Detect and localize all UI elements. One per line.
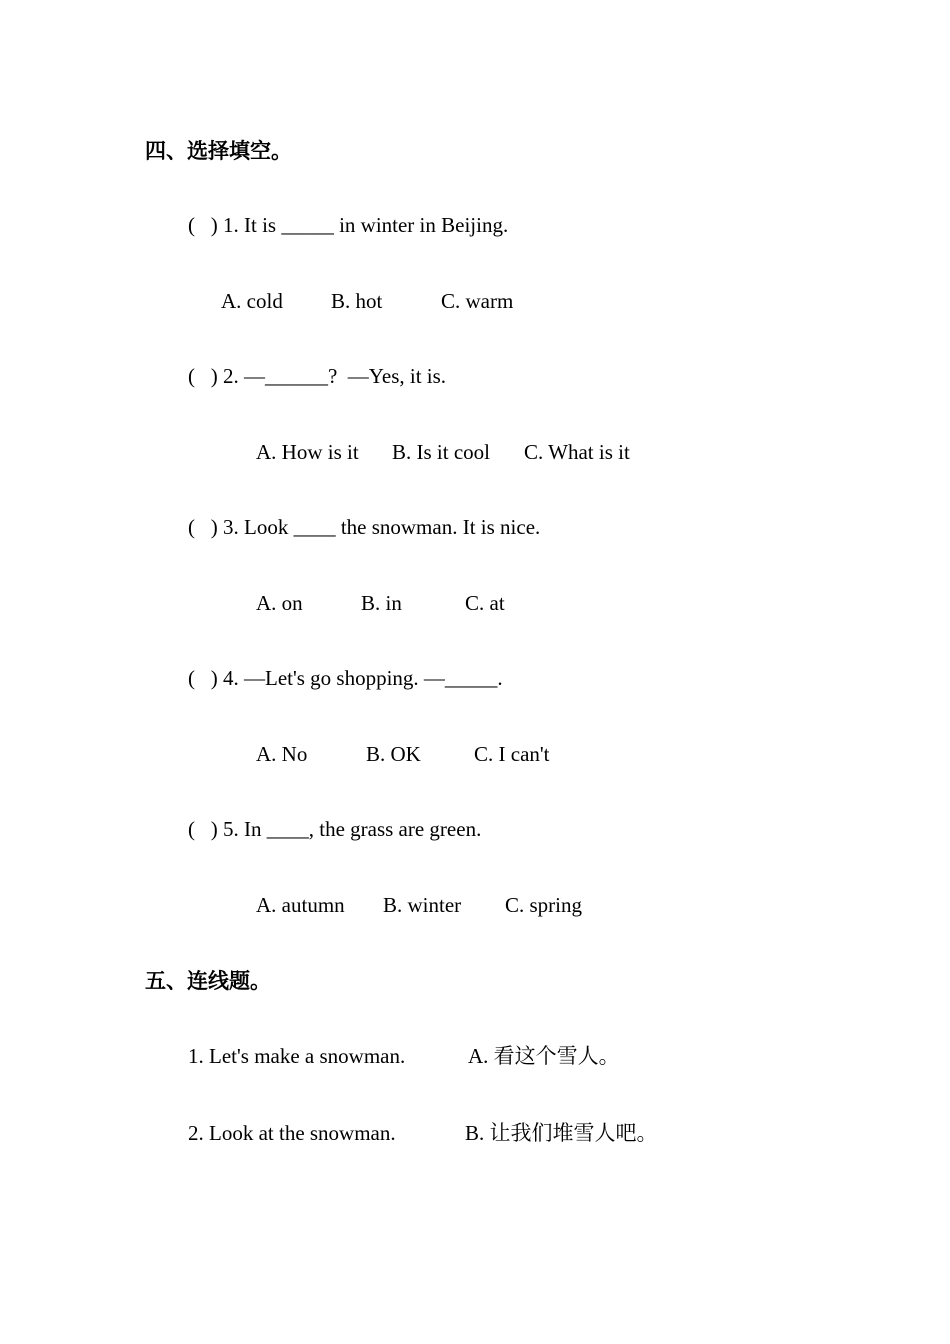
match-right-a: A. 看这个雪人。 — [468, 1044, 620, 1068]
section-5-heading: 五、连线题。 — [145, 969, 271, 993]
question-1-stem: ( ) 1. It is _____ in winter in Beijing. — [188, 213, 509, 237]
question-2-option-a: A. How is it — [256, 440, 359, 464]
question-3-option-c: C. at — [465, 591, 505, 615]
question-3-stem: ( ) 3. Look ____ the snowman. It is nice. — [188, 515, 541, 539]
question-3-option-a: A. on — [256, 591, 303, 615]
question-4-option-a: A. No — [256, 742, 308, 766]
question-3-option-b: B. in — [361, 591, 402, 615]
question-5-option-b: B. winter — [383, 893, 462, 917]
match-left-1: 1. Let's make a snowman. — [188, 1044, 406, 1068]
section-4-heading: 四、选择填空。 — [145, 139, 292, 163]
question-1-option-b: B. hot — [331, 289, 383, 313]
match-left-2: 2. Look at the snowman. — [188, 1121, 396, 1145]
question-4-option-b: B. OK — [366, 742, 421, 766]
question-4-stem: ( ) 4. —Let's go shopping. —_____. — [188, 666, 503, 690]
match-right-b: B. 让我们堆雪人吧。 — [465, 1121, 658, 1145]
question-1-option-c: C. warm — [441, 289, 514, 313]
question-5-option-c: C. spring — [505, 893, 583, 917]
question-2-option-c: C. What is it — [524, 440, 630, 464]
question-2-option-b: B. Is it cool — [392, 440, 490, 464]
question-4-option-c: C. I can't — [474, 742, 550, 766]
question-5-option-a: A. autumn — [256, 893, 345, 917]
question-5-stem: ( ) 5. In ____, the grass are green. — [188, 817, 482, 841]
question-1-option-a: A. cold — [221, 289, 283, 313]
question-2-stem: ( ) 2. —______? —Yes, it is. — [188, 364, 447, 388]
